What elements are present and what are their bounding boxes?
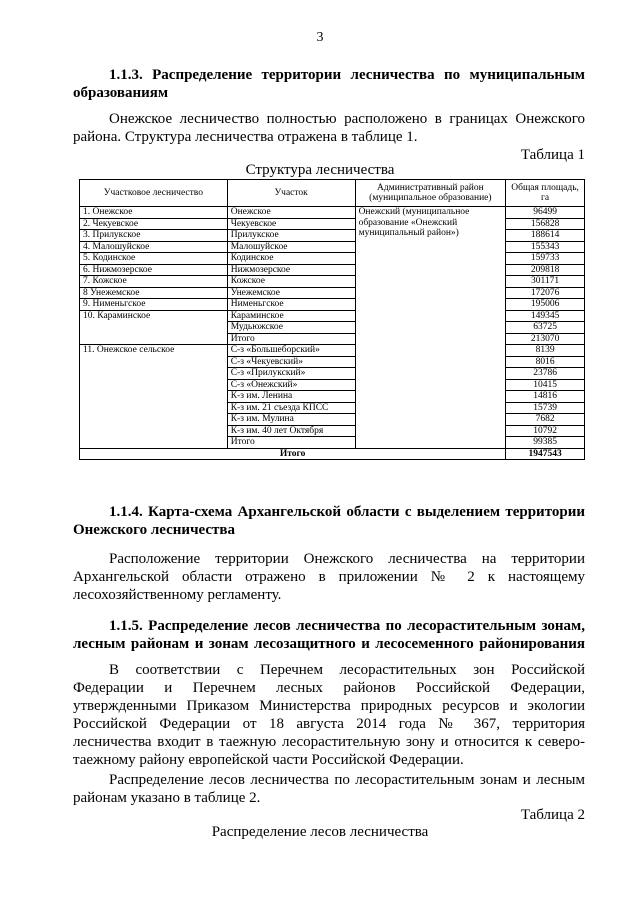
cell-site: Итого xyxy=(227,437,355,449)
cell-area: 209818 xyxy=(506,264,585,276)
cell-area: 15739 xyxy=(506,402,585,414)
table1-label: Таблица 1 xyxy=(520,147,585,163)
cell-forestry: 10. Караминское xyxy=(80,310,228,345)
cell-forestry: 11. Онежское сельское xyxy=(80,345,228,449)
cell-site: К-з им. 40 лет Октября xyxy=(227,425,355,437)
table-row xyxy=(80,310,585,322)
forestry-structure-table xyxy=(79,179,585,460)
table2-label: Таблица 2 xyxy=(520,807,585,823)
table-row xyxy=(80,207,585,219)
table-row xyxy=(80,253,585,265)
cell-site: С-з «Онежский» xyxy=(227,379,355,391)
cell-site: Итого xyxy=(227,333,355,345)
table-row xyxy=(80,241,585,253)
cell-site: С-з «Большеборский» xyxy=(227,345,355,357)
cell-forestry: 2. Чекуевское xyxy=(80,218,228,230)
section-114-para-line2: Архангельской области отражено в приложении № 2 к настоящему xyxy=(73,569,585,585)
cell-area: 8139 xyxy=(506,345,585,357)
header-site: Участок xyxy=(227,180,355,207)
cell-site: К-з им. 21 съезда КПСС xyxy=(227,402,355,414)
cell-area: 156828 xyxy=(506,218,585,230)
cell-forestry: 9. Нименьгское xyxy=(80,299,228,311)
table-row xyxy=(80,276,585,288)
section-115-paragraph-2 xyxy=(73,771,585,807)
cell-site: Мудьюжское xyxy=(227,322,355,334)
cell-area: 159733 xyxy=(506,253,585,265)
section-115-para1-line3: утвержденными Приказом Министерства природных ресурсов и экологии xyxy=(73,698,585,714)
cell-forestry: 7. Кожское xyxy=(80,276,228,288)
cell-area: 8016 xyxy=(506,356,585,368)
section-115-title-line2: лесным районам и зонам лесозащитного и лесосеменного районирования xyxy=(73,636,585,652)
table-row xyxy=(80,287,585,299)
cell-site: К-з им. Мулина xyxy=(227,414,355,426)
cell-site: Малошуйское xyxy=(227,241,355,253)
cell-site: Чекуевское xyxy=(227,218,355,230)
cell-area: 10792 xyxy=(506,425,585,437)
section-115-para1-line6: таежному району европейской части Российской Федерации. xyxy=(73,752,464,768)
cell-area: 188614 xyxy=(506,230,585,242)
section-114-paragraph xyxy=(73,550,585,604)
cell-forestry: 4. Малошуйское xyxy=(80,241,228,253)
section-115-para2-line1: Распределение лесов лесничества по лесорастительным зонам и лесным xyxy=(109,772,585,788)
table-row xyxy=(80,345,585,357)
page-number: 3 xyxy=(316,30,324,45)
section-113-paragraph xyxy=(73,110,585,146)
cell-forestry: 3. Прилукское xyxy=(80,230,228,242)
cell-site: К-з им. Ленина xyxy=(227,391,355,403)
section-114-heading xyxy=(73,503,585,539)
section-114-title-line2: Онежского лесничества xyxy=(73,522,235,538)
section-115-para1-line2: Федерации и Перечнем лесных районов Российской Федерации, xyxy=(73,680,585,696)
table2-caption: Распределение лесов лесничества xyxy=(211,824,429,840)
section-114-para-line3: лесохозяйственному регламенту. xyxy=(73,587,282,603)
table-row xyxy=(80,230,585,242)
section-115-para1-line4: Российской Федерации от 18 августа 2014 года № 367, территория xyxy=(73,716,585,732)
cell-area: 10415 xyxy=(506,379,585,391)
section-113-number: 1.1.3. xyxy=(109,67,143,83)
cell-site: Нименьгское xyxy=(227,299,355,311)
table-total-row xyxy=(80,448,585,460)
cell-site: Караминское xyxy=(227,310,355,322)
section-115-paragraph-1 xyxy=(73,661,585,769)
header-admin: Административный район (муниципальное образование) xyxy=(355,180,506,207)
cell-site: Кожское xyxy=(227,276,355,288)
cell-site: Онежское xyxy=(227,207,355,219)
section-114-number: 1.1.4. xyxy=(109,504,143,520)
section-113-title: Распределение территории лесничества по муниципальным образованиям xyxy=(73,67,586,101)
header-forestry: Участковое лесничество xyxy=(80,180,228,207)
cell-area: 14816 xyxy=(506,391,585,403)
cell-area: 7682 xyxy=(506,414,585,426)
cell-admin-district: Онежский (муниципальное образование «Онежский муниципальный район») xyxy=(355,207,506,449)
cell-forestry: 6. Нижмозерское xyxy=(80,264,228,276)
cell-area: 172076 xyxy=(506,287,585,299)
cell-site: С-з «Прилукский» xyxy=(227,368,355,380)
section-113-heading xyxy=(73,66,585,102)
section-115-para1-line1: В соответствии с Перечнем лесорастительных зон Российской xyxy=(109,662,585,678)
cell-area: 99385 xyxy=(506,437,585,449)
section-115-number: 1.1.5. xyxy=(109,618,143,634)
cell-total-area: 1947543 xyxy=(506,448,585,460)
cell-area: 23786 xyxy=(506,368,585,380)
section-114-title-line1: Карта-схема Архангельской области с выделением территории xyxy=(148,504,586,520)
cell-forestry: 1. Онежское xyxy=(80,207,228,219)
table-row xyxy=(80,299,585,311)
cell-site: Кодинское xyxy=(227,253,355,265)
cell-site: Прилукское xyxy=(227,230,355,242)
table1-caption: Структура лесничества xyxy=(245,162,395,178)
cell-area: 213070 xyxy=(506,333,585,345)
section-115-heading xyxy=(73,617,585,653)
section-115-para1-line5: лесничества входит в таежную лесорастительную зону и относится к северо- xyxy=(73,734,585,750)
section-115-para2-line2: районам указано в таблице 2. xyxy=(73,790,261,806)
cell-site: Нижмозерское xyxy=(227,264,355,276)
section-115-title-line1: Распределение лесов лесничества по лесорастительным зонам, xyxy=(148,618,586,634)
section-114-para-line1: Расположение территории Онежского лесничества на территории xyxy=(109,551,585,567)
cell-site: Унежемское xyxy=(227,287,355,299)
cell-forestry: 8 Унежемское xyxy=(80,287,228,299)
cell-area: 301171 xyxy=(506,276,585,288)
header-area: Общая площадь, га xyxy=(506,180,585,207)
cell-area: 195006 xyxy=(506,299,585,311)
cell-area: 63725 xyxy=(506,322,585,334)
cell-forestry: 5. Кодинское xyxy=(80,253,228,265)
section-113-text: Онежское лесничество полностью расположено в границах Онежского района. Структура лесничества отражена в таблице 1. xyxy=(73,111,585,145)
cell-total-label: Итого xyxy=(80,448,506,460)
table-header-row xyxy=(80,180,585,207)
cell-area: 96499 xyxy=(506,207,585,219)
table-row xyxy=(80,264,585,276)
cell-area: 149345 xyxy=(506,310,585,322)
table-row xyxy=(80,218,585,230)
cell-site: С-з «Чекуевский» xyxy=(227,356,355,368)
cell-area: 155343 xyxy=(506,241,585,253)
